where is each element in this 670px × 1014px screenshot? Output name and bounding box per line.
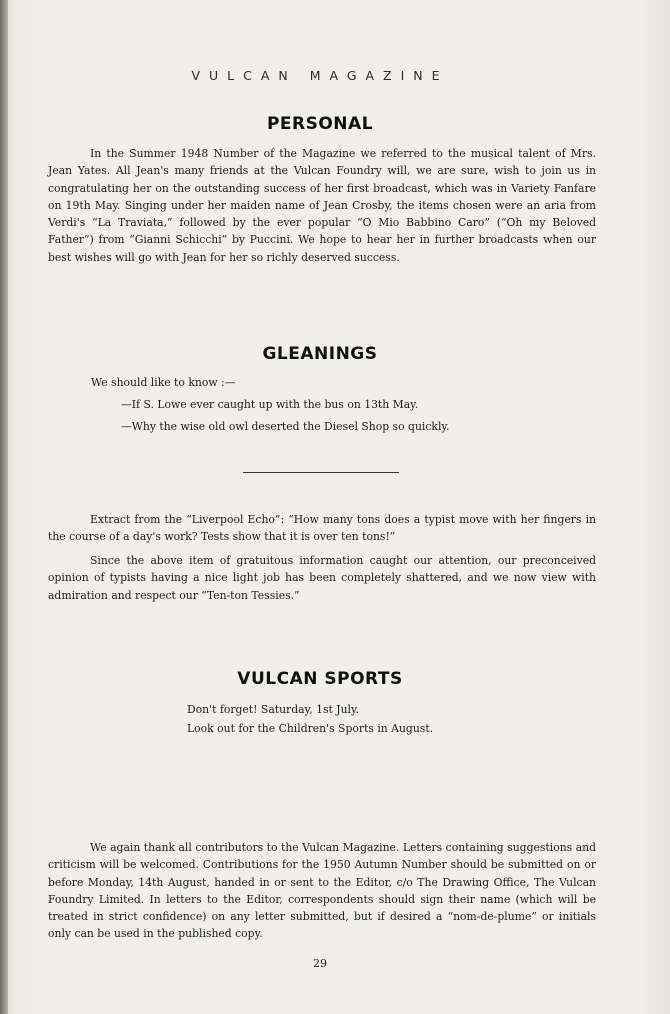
sports-line: Don't forget! Saturday, 1st July. <box>187 703 360 716</box>
gleanings-item: —If S. Lowe ever caught up with the bus on 13th May. <box>121 398 419 411</box>
personal-paragraph: In the Summer 1948 Number of the Magazine we referred to the musical talent of Mrs. Jean Yates. All Jean's many friends at the Vulcan Foundry will, we are sure, wish to join us in congratulating her on the outstanding success of her first broadcast, which was in Variety Fanfare on 19th May. Singing under her maiden name of Jean Crosby, the items chosen were an aria from Verdi's “La Traviata,” followed by the ever popular “O Mio Babbino Caro” (“Oh my Beloved Father”) from “Gianni Schicchi” by Puccini. We hope to hear her in further broadcasts when our best wishes will go with Jean for her so richly deserved success. <box>48 147 596 264</box>
section-divider <box>243 472 399 473</box>
liverpool-echo-extract: Extract from the “Liverpool Echo”: “How many tons does a typist move with her fingers in the course of a day's work? Tests show that it is over ten tons!” <box>48 513 596 544</box>
extract-comment: Since the above item of gratuitous information caught our attention, our preconceived opinion of typists having a nice light job has been completely shattered, and we now view with admiration and respect our “Ten-ton Tessies.” <box>48 554 596 602</box>
running-head: VULCAN MAGAZINE <box>191 68 449 83</box>
gleanings-heading: GLEANINGS <box>262 344 378 364</box>
sports-heading: VULCAN SPORTS <box>237 669 403 689</box>
gleanings-intro: We should like to know :— <box>91 376 236 389</box>
contributors-paragraph: We again thank all contributors to the Vulcan Magazine. Letters containing suggestions and criticism will be welcomed. Contributions for the 1950 Autumn Number should be submitted on or before Monday, 14th August, handed in or sent to the Editor, c/o The Drawing Office, The Vulcan Foundry Limited. In letters to the Editor, correspondents should sign their name (which will be treated in strict confidence) on any letter submitted, but if desired a “nom-de-plume” or initials only can be used in the published copy. <box>48 841 596 941</box>
page-binding-edge <box>0 0 8 1014</box>
page-number: 29 <box>313 957 327 970</box>
personal-heading: PERSONAL <box>266 114 374 134</box>
sports-line: Look out for the Children's Sports in August. <box>187 722 434 735</box>
gleanings-item: —Why the wise old owl deserted the Diesel Shop so quickly. <box>121 420 450 433</box>
